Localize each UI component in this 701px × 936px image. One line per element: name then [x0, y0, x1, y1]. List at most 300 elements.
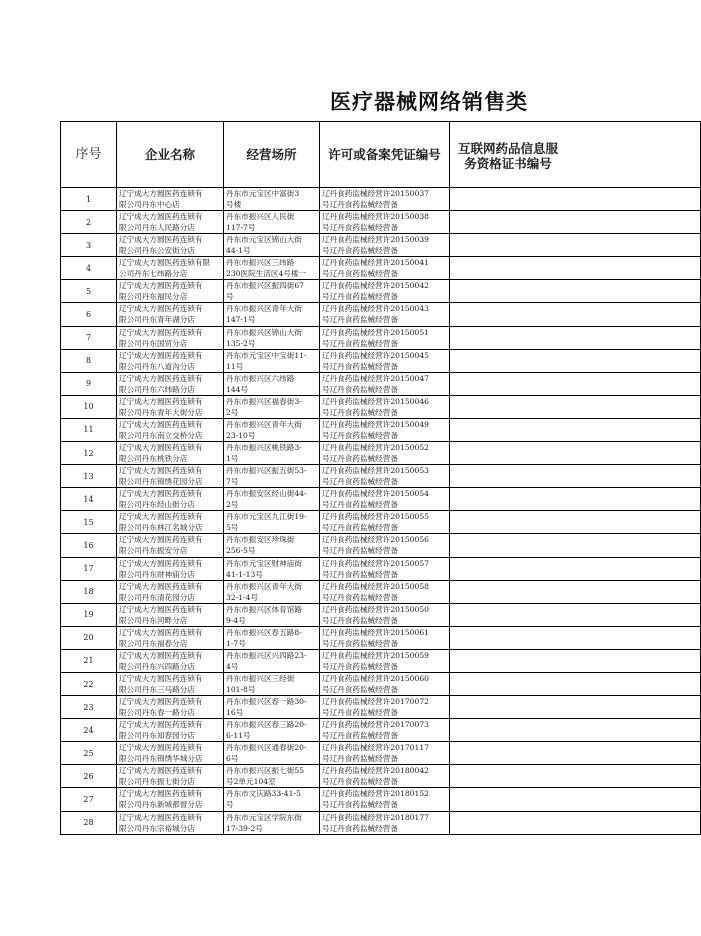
table-row — [61, 280, 701, 303]
row-internet-license — [450, 418, 701, 441]
row-location — [224, 326, 320, 349]
license-line: 辽丹食药监械经营许20150041 — [322, 258, 429, 268]
row-internet-license — [450, 395, 701, 418]
row-internet-license — [450, 372, 701, 395]
license-line: 号辽丹食药监械经营备 — [322, 338, 398, 348]
table-row — [61, 811, 701, 834]
location-line: 号 — [226, 800, 234, 810]
location-line: 丹东市振兴区人民街 — [226, 212, 295, 222]
row-location — [224, 534, 320, 557]
row-index: 9 — [61, 372, 117, 395]
license-line: 号辽丹食药监械经营备 — [322, 777, 398, 787]
table-row — [61, 765, 701, 788]
table-row — [61, 465, 701, 488]
license-line: 辽丹食药监械经营许20150043 — [322, 304, 429, 314]
table-row — [61, 511, 701, 534]
row-license — [320, 326, 450, 349]
company-line: 辽宁成大方圆医药连锁有 — [119, 766, 203, 776]
row-location — [224, 349, 320, 372]
location-line: 丹东市振兴区三纬路 — [226, 258, 295, 268]
company-line: 限公司丹东青年大街分店 — [119, 407, 203, 417]
license-line: 辽丹食药监械经营许20170117 — [322, 743, 429, 753]
table-row — [61, 626, 701, 649]
row-location — [224, 488, 320, 511]
location-line: 丹东市振兴区振五街53- — [226, 466, 307, 476]
row-index: 19 — [61, 603, 117, 626]
company-line: 限公司丹东财神庙分店 — [119, 569, 195, 579]
location-line: 丹东市振兴区通春街20- — [226, 743, 307, 753]
row-internet-license — [450, 696, 701, 719]
row-location — [224, 626, 320, 649]
table-row — [61, 257, 701, 280]
row-index: 25 — [61, 742, 117, 765]
row-license — [320, 234, 450, 257]
location-line: 5号 — [226, 523, 239, 533]
row-license — [320, 742, 450, 765]
row-location — [224, 442, 320, 465]
row-internet-license — [450, 326, 701, 349]
row-internet-license — [450, 211, 701, 234]
header-internet-license — [450, 122, 701, 188]
row-index: 3 — [61, 234, 117, 257]
table-row — [61, 418, 701, 441]
row-internet-license — [450, 511, 701, 534]
table-row — [61, 326, 701, 349]
row-location — [224, 372, 320, 395]
license-line: 辽丹食药监械经营许20170073 — [322, 720, 429, 730]
row-company — [117, 557, 224, 580]
license-line: 辽丹食药监械经营许20150039 — [322, 235, 429, 245]
row-index: 13 — [61, 465, 117, 488]
row-license — [320, 672, 450, 695]
row-company — [117, 742, 224, 765]
row-internet-license — [450, 303, 701, 326]
license-line: 号辽丹食药监械经营备 — [322, 638, 398, 648]
row-internet-license — [450, 280, 701, 303]
company-line: 辽宁成大方圆医药连锁有 — [119, 212, 203, 222]
license-line: 辽丹食药监械经营许20150052 — [322, 443, 429, 453]
location-line: 丹东市振兴区桃铁路3- — [226, 443, 302, 453]
company-line: 限公司丹东六纬路分店 — [119, 384, 195, 394]
location-line: 117-7号 — [226, 223, 256, 233]
row-license — [320, 280, 450, 303]
table-row — [61, 488, 701, 511]
company-line: 辽宁成大方圆医药连锁有 — [119, 604, 203, 614]
row-company — [117, 488, 224, 511]
company-line: 辽宁成大方圆医药连锁有 — [119, 650, 203, 660]
company-line: 辽宁成大方圆医药连锁有 — [119, 535, 203, 545]
row-index: 22 — [61, 672, 117, 695]
row-company — [117, 395, 224, 418]
row-license — [320, 603, 450, 626]
license-line: 辽丹食药监械经营许20150053 — [322, 466, 429, 476]
location-line: 号2单元104室 — [226, 777, 276, 787]
row-license — [320, 788, 450, 811]
row-company — [117, 418, 224, 441]
location-line: 丹东市振兴区福春街3- — [226, 396, 302, 406]
row-location — [224, 465, 320, 488]
row-license — [320, 580, 450, 603]
company-line: 限公司丹东福民分店 — [119, 292, 188, 302]
row-location — [224, 580, 320, 603]
row-company — [117, 580, 224, 603]
table-row — [61, 188, 701, 211]
row-company — [117, 257, 224, 280]
company-line: 辽宁成大方圆医药连锁有 — [119, 373, 203, 383]
row-company — [117, 603, 224, 626]
location-line: 丹东市振兴区锦山大街 — [226, 327, 302, 337]
company-line: 限公司丹东福春分店 — [119, 638, 188, 648]
company-line: 限公司丹东国贸分店 — [119, 338, 188, 348]
company-line: 限公司丹东八道沟分店 — [119, 361, 195, 371]
table-row — [61, 742, 701, 765]
location-line: 丹东市元宝区财神庙街 — [226, 558, 302, 568]
row-index: 6 — [61, 303, 117, 326]
license-line: 号辽丹食药监械经营备 — [322, 384, 398, 394]
row-internet-license — [450, 649, 701, 672]
table-row — [61, 580, 701, 603]
location-line: 丹东市振安区经山街44- — [226, 489, 307, 499]
company-line: 限公司丹东经山街分店 — [119, 500, 195, 510]
license-line: 号辽丹食药监械经营备 — [322, 223, 398, 233]
company-line: 限公司丹东振安分店 — [119, 546, 188, 556]
location-line: 丹东市振兴区青年大街 — [226, 419, 302, 429]
row-internet-license — [450, 626, 701, 649]
license-line: 辽丹食药监械经营许20150056 — [322, 535, 429, 545]
company-line: 限公司丹东兴四路分店 — [119, 661, 195, 671]
location-line: 丹东市元宝区锦山大街 — [226, 235, 302, 245]
company-line: 辽宁成大方圆医药连锁有 — [119, 443, 203, 453]
table-row — [61, 672, 701, 695]
row-index: 27 — [61, 788, 117, 811]
table-row — [61, 211, 701, 234]
license-line: 号辽丹食药监械经营备 — [322, 477, 398, 487]
row-company — [117, 788, 224, 811]
location-line: 丹东市振安区珍珠街 — [226, 535, 295, 545]
company-line: 辽宁成大方圆医药连锁有 — [119, 350, 203, 360]
company-line: 限公司丹东锦绣华城分店 — [119, 754, 203, 764]
location-line: 144号 — [226, 384, 249, 394]
row-internet-license — [450, 788, 701, 811]
license-line: 号辽丹食药监械经营备 — [322, 315, 398, 325]
license-line: 辽丹食药监械经营许20180042 — [322, 766, 429, 776]
row-location — [224, 303, 320, 326]
header-index: 序号 — [61, 122, 117, 188]
row-company — [117, 280, 224, 303]
company-line: 辽宁成大方圆医药连锁有 — [119, 720, 203, 730]
company-line: 辽宁成大方圆医药连锁有 — [119, 627, 203, 637]
row-license — [320, 696, 450, 719]
row-license — [320, 465, 450, 488]
license-line: 辽丹食药监械经营许20170072 — [322, 697, 429, 707]
location-line: 丹东市振兴区青年大街 — [226, 304, 302, 314]
table-row — [61, 234, 701, 257]
location-line: 丹东市振兴区振七街55 — [226, 766, 305, 776]
row-license — [320, 395, 450, 418]
location-line: 丹东市振兴区六纬路 — [226, 373, 295, 383]
row-location — [224, 719, 320, 742]
spreadsheet — [60, 121, 662, 833]
location-line: 丹东市元宝区九江街19- — [226, 512, 307, 522]
company-line: 辽宁成大方圆医药连锁有 — [119, 743, 203, 753]
company-line: 辽宁成大方圆医药连锁有 — [119, 189, 203, 198]
row-license — [320, 188, 450, 211]
document-title: 医疗器械网络销售类 — [330, 90, 528, 114]
row-index: 24 — [61, 719, 117, 742]
row-index: 14 — [61, 488, 117, 511]
row-company — [117, 372, 224, 395]
row-internet-license — [450, 672, 701, 695]
row-company — [117, 465, 224, 488]
location-line: 1-7号 — [226, 638, 246, 648]
company-line: 辽宁成大方圆医药连锁有 — [119, 281, 203, 291]
license-line: 辽丹食药监械经营许20150061 — [322, 627, 429, 637]
row-internet-license — [450, 742, 701, 765]
row-internet-license — [450, 234, 701, 257]
location-line: 23-10号 — [226, 430, 256, 440]
location-line: 17-39-2号 — [226, 823, 263, 833]
row-index: 8 — [61, 349, 117, 372]
row-index: 2 — [61, 211, 117, 234]
license-line: 号辽丹食药监械经营备 — [322, 269, 398, 279]
row-index: 20 — [61, 626, 117, 649]
row-company — [117, 649, 224, 672]
row-internet-license — [450, 349, 701, 372]
row-company — [117, 811, 224, 834]
row-company — [117, 234, 224, 257]
location-line: 丹东市振兴区春一路30- — [226, 697, 307, 707]
row-index: 16 — [61, 534, 117, 557]
row-internet-license — [450, 442, 701, 465]
row-company — [117, 626, 224, 649]
license-line: 号辽丹食药监械经营备 — [322, 523, 398, 533]
row-company — [117, 326, 224, 349]
location-line: 6号 — [226, 754, 239, 764]
company-line: 限公司丹东知春园分店 — [119, 731, 195, 741]
company-line: 限公司丹东三马路分店 — [119, 684, 195, 694]
company-line: 限公司丹东宗裕城分店 — [119, 823, 195, 833]
location-line: 2号 — [226, 500, 239, 510]
company-line: 限公司丹东新城都督分店 — [119, 800, 203, 810]
company-line: 公司丹东七纬路分店 — [119, 269, 188, 279]
row-index: 26 — [61, 765, 117, 788]
license-line: 辽丹食药监械经营许20150054 — [322, 489, 429, 499]
row-company — [117, 188, 224, 211]
row-location — [224, 811, 320, 834]
row-company — [117, 211, 224, 234]
license-line: 号辽丹食药监械经营备 — [322, 430, 398, 440]
location-line: 丹东市文庆路33-41-5 — [226, 789, 301, 799]
company-line: 辽宁成大方圆医药连锁有限 — [119, 258, 211, 268]
company-line: 限公司丹东春一路分店 — [119, 708, 195, 718]
row-index: 21 — [61, 649, 117, 672]
row-location — [224, 211, 320, 234]
license-line: 号辽丹食药监械经营备 — [322, 823, 398, 833]
row-index: 4 — [61, 257, 117, 280]
location-line: 1号 — [226, 454, 239, 464]
table-row — [61, 372, 701, 395]
row-location — [224, 557, 320, 580]
license-line: 辽丹食药监械经营许20150042 — [322, 281, 429, 291]
license-line: 辽丹食药监械经营许20180177 — [322, 812, 429, 822]
row-location — [224, 603, 320, 626]
row-internet-license — [450, 603, 701, 626]
row-location — [224, 418, 320, 441]
row-license — [320, 719, 450, 742]
header-location: 经营场所 — [224, 122, 320, 188]
license-line: 辽丹食药监械经营许20150059 — [322, 650, 429, 660]
license-line: 辽丹食药监械经营许20150045 — [322, 350, 429, 360]
location-line: 丹东市振兴区振四街67 — [226, 281, 305, 291]
row-internet-license — [450, 488, 701, 511]
company-line: 限公司丹东林江名城分店 — [119, 523, 203, 533]
license-line: 号辽丹食药监械经营备 — [322, 569, 398, 579]
license-line: 辽丹食药监械经营许20150057 — [322, 558, 429, 568]
row-index: 10 — [61, 395, 117, 418]
company-line: 辽宁成大方圆医药连锁有 — [119, 489, 203, 499]
table-row — [61, 557, 701, 580]
company-line: 限公司丹东青年湖分店 — [119, 315, 195, 325]
row-internet-license — [450, 465, 701, 488]
license-line: 号辽丹食药监械经营备 — [322, 800, 398, 810]
license-line: 号辽丹食药监械经营备 — [322, 546, 398, 556]
table-row — [61, 649, 701, 672]
row-location — [224, 257, 320, 280]
registry-table — [60, 121, 701, 835]
row-location — [224, 765, 320, 788]
row-internet-license — [450, 719, 701, 742]
license-line: 辽丹食药监械经营许20150050 — [322, 604, 429, 614]
company-line: 限公司丹东公安街分店 — [119, 246, 195, 256]
row-index: 11 — [61, 418, 117, 441]
license-line: 辽丹食药监械经营许20150055 — [322, 512, 429, 522]
location-line: 丹东市振兴区春三路20- — [226, 720, 307, 730]
company-line: 辽宁成大方圆医药连锁有 — [119, 558, 203, 568]
table-row — [61, 603, 701, 626]
row-location — [224, 511, 320, 534]
location-line: 号 — [226, 292, 234, 302]
table-row — [61, 303, 701, 326]
license-line: 号辽丹食药监械经营备 — [322, 684, 398, 694]
row-index: 7 — [61, 326, 117, 349]
license-line: 辽丹食药监械经营许20150060 — [322, 673, 429, 683]
row-location — [224, 395, 320, 418]
row-index: 12 — [61, 442, 117, 465]
location-line: 44-1号 — [226, 246, 251, 256]
company-line: 辽宁成大方圆医药连锁有 — [119, 789, 203, 799]
license-line: 辽丹食药监械经营许20150046 — [322, 396, 429, 406]
row-company — [117, 672, 224, 695]
location-line: 135-2号 — [226, 338, 256, 348]
row-company — [117, 442, 224, 465]
row-index: 17 — [61, 557, 117, 580]
license-line: 号辽丹食药监械经营备 — [322, 200, 398, 209]
row-index: 18 — [61, 580, 117, 603]
row-company — [117, 534, 224, 557]
row-company — [117, 696, 224, 719]
row-license — [320, 211, 450, 234]
table-row — [61, 534, 701, 557]
row-company — [117, 349, 224, 372]
company-line: 限公司丹东锦绣花园分店 — [119, 477, 203, 487]
location-line: 256-5号 — [226, 546, 256, 556]
row-license — [320, 626, 450, 649]
company-line: 限公司丹东中心店 — [119, 200, 180, 209]
row-location — [224, 188, 320, 211]
row-internet-license — [450, 257, 701, 280]
row-location — [224, 234, 320, 257]
location-line: 丹东市振兴区兴四路23- — [226, 650, 307, 660]
location-line: 丹东市振兴区三经街 — [226, 673, 295, 683]
row-index: 1 — [61, 188, 117, 211]
table-row — [61, 696, 701, 719]
row-internet-license — [450, 534, 701, 557]
location-line: 丹东市振兴区青年大街 — [226, 581, 302, 591]
company-line: 辽宁成大方圆医药连锁有 — [119, 327, 203, 337]
header-internet-license-text: 互联网药品信息服务资格证书编号 — [457, 140, 558, 171]
location-line: 41-1-13号 — [226, 569, 263, 579]
license-line: 号辽丹食药监械经营备 — [322, 500, 398, 510]
row-license — [320, 649, 450, 672]
license-line: 辽丹食药监械经营许20150037 — [322, 189, 429, 198]
license-line: 辽丹食药监械经营许20180152 — [322, 789, 429, 799]
license-line: 号辽丹食药监械经营备 — [322, 754, 398, 764]
company-line: 限公司丹东河畔分店 — [119, 615, 188, 625]
row-license — [320, 557, 450, 580]
location-line: 101-8号 — [226, 684, 256, 694]
company-line: 限公司丹东清花园分店 — [119, 592, 195, 602]
location-line: 9-4号 — [226, 615, 246, 625]
company-line: 限公司丹东振七街分店 — [119, 777, 195, 787]
row-license — [320, 534, 450, 557]
license-line: 辽丹食药监械经营许20150058 — [322, 581, 429, 591]
header-license: 许可或备案凭证编号 — [320, 122, 450, 188]
company-line: 辽宁成大方圆医药连锁有 — [119, 466, 203, 476]
row-location — [224, 788, 320, 811]
table-row — [61, 349, 701, 372]
company-line: 限公司丹东南立交桥分店 — [119, 430, 203, 440]
row-company — [117, 303, 224, 326]
license-line: 号辽丹食药监械经营备 — [322, 246, 398, 256]
license-line: 号辽丹食药监械经营备 — [322, 708, 398, 718]
license-line: 号辽丹食药监械经营备 — [322, 615, 398, 625]
location-line: 4号 — [226, 661, 239, 671]
row-location — [224, 696, 320, 719]
license-line: 号辽丹食药监械经营备 — [322, 731, 398, 741]
row-license — [320, 488, 450, 511]
row-location — [224, 672, 320, 695]
location-line: 丹东市振兴区春五路8- — [226, 627, 302, 637]
table-row — [61, 788, 701, 811]
location-line: 6-11号 — [226, 731, 251, 741]
license-line: 号辽丹食药监械经营备 — [322, 361, 398, 371]
location-line: 丹东市元宝区中宝街11- — [226, 350, 307, 360]
row-license — [320, 257, 450, 280]
row-index: 23 — [61, 696, 117, 719]
location-line: 2号 — [226, 407, 239, 417]
license-line: 辽丹食药监械经营许20150038 — [322, 212, 429, 222]
row-license — [320, 442, 450, 465]
license-line: 辽丹食药监械经营许20150047 — [322, 373, 429, 383]
row-location — [224, 280, 320, 303]
license-line: 号辽丹食药监械经营备 — [322, 592, 398, 602]
location-line: 7号 — [226, 477, 239, 487]
company-line: 辽宁成大方圆医药连锁有 — [119, 512, 203, 522]
location-line: 11号 — [226, 361, 244, 371]
company-line: 辽宁成大方圆医药连锁有 — [119, 697, 203, 707]
license-line: 辽丹食药监械经营许20150051 — [322, 327, 429, 337]
row-internet-license — [450, 188, 701, 211]
